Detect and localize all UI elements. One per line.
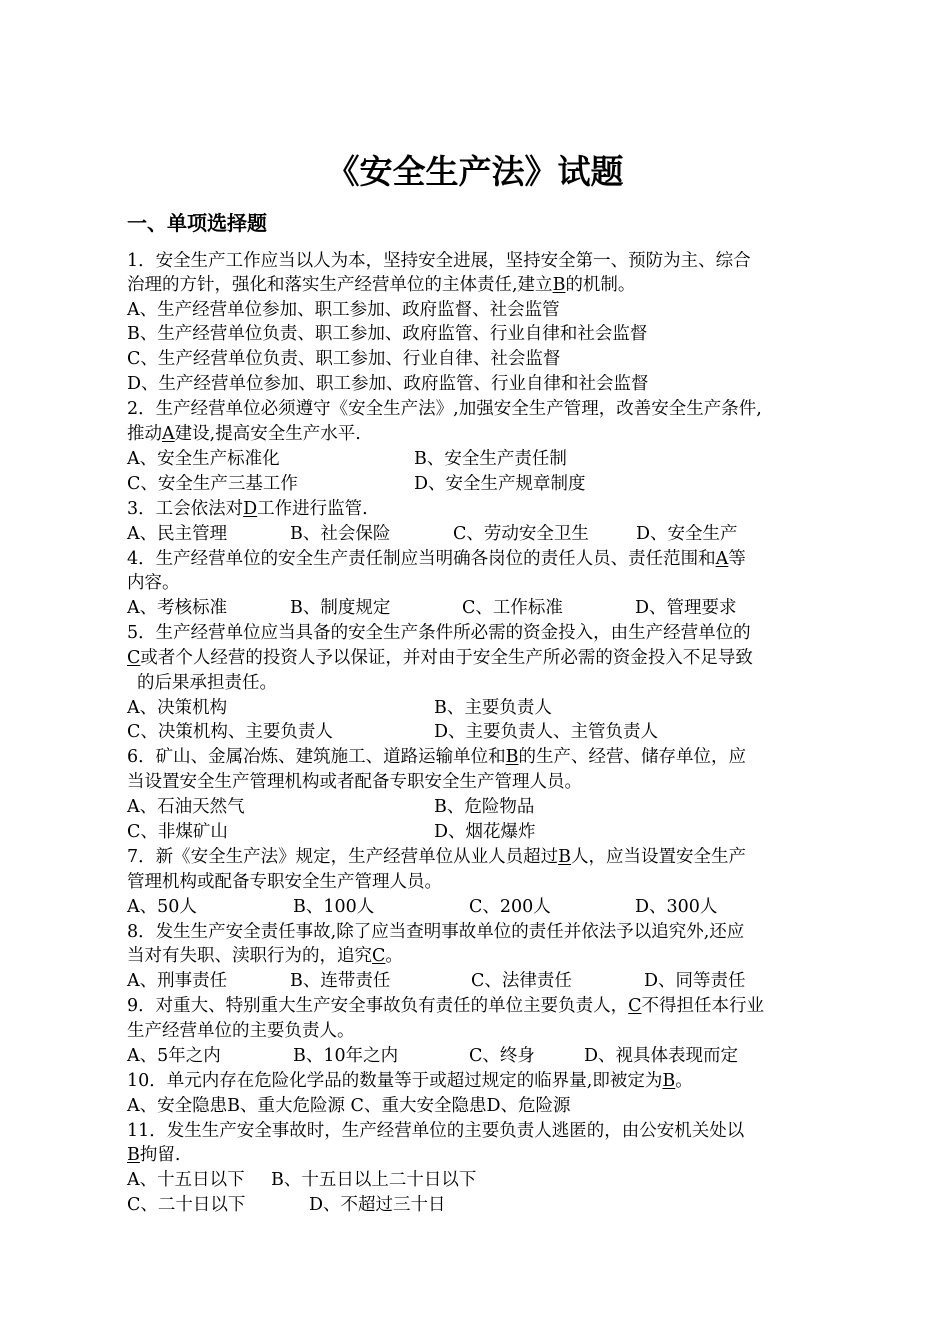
q1-text: 治理的方针，强化和落实生产经营单位的主体责任,建立: [127, 275, 553, 295]
q5-option-a: A、决策机构: [127, 698, 228, 718]
q7-text-line: 管理机构或配备专职安全生产管理人员。: [127, 872, 442, 892]
q4-text: 等: [728, 549, 746, 569]
q2-answer: A: [162, 424, 175, 444]
q3-text: 3．工会依法对: [127, 499, 244, 519]
q1-option-c: C、生产经营单位负责、职工参加、行业自律、社会监督: [127, 349, 561, 369]
q6-text: 6．矿山、金属冶炼、建筑施工、道路运输单位和: [127, 747, 506, 767]
q9-option-d: D、视具体表现而定: [584, 1046, 739, 1066]
q6-text-line: [127, 745, 746, 769]
q1-option-d: D、生产经营单位参加、职工参加、政府监管、行业自律和社会监督: [127, 374, 649, 394]
q2-text: 建设,提高安全生产水平.: [174, 424, 361, 444]
q5-text-line: 的后果承担责任。: [137, 673, 277, 693]
q3-option-c: C、劳动安全卫生: [453, 524, 589, 544]
q6-option-d: D、烟花爆炸: [434, 822, 536, 842]
q5-option-c: C、决策机构、主要负责人: [127, 722, 333, 742]
q7-option-d: D、300人: [635, 897, 718, 917]
q3-option-d: D、安全生产: [636, 524, 738, 544]
q11-text-line: 11．发生生产安全事故时，生产经营单位的主要负责人逃匿的，由公安机关处以: [127, 1121, 745, 1141]
q10-text-line: [127, 1069, 693, 1093]
q5-text: 或者个人经营的投资人予以保证，并对由于安全生产所必需的资金投入不足导致: [140, 648, 753, 668]
q4-text-line: 内容。: [127, 573, 180, 593]
q9-text: 不得担任本行业: [641, 996, 765, 1016]
q6-option-a: A、石油天然气: [127, 797, 245, 817]
q5-answer: C: [127, 648, 141, 668]
q4-option-d: D、管理要求: [635, 598, 737, 618]
q6-option-b: B、危险物品: [434, 797, 535, 817]
q4-answer: A: [715, 549, 729, 569]
q6-answer: B: [505, 747, 519, 767]
q6-text-line: 当设置安全生产管理机构或者配备专职安全生产管理人员。: [127, 772, 582, 792]
q2-option-b: B、安全生产责任制: [414, 449, 567, 469]
q3-answer: D: [243, 499, 258, 519]
q2-text: 推动: [127, 424, 162, 444]
q4-option-b: B、制度规定: [290, 598, 391, 618]
q4-text: 4．生产经营单位的安全生产责任制应当明确各岗位的责任人员、责任范围和: [127, 549, 716, 569]
q9-text-line: 生产经营单位的主要负责人。: [127, 1021, 355, 1041]
q2-option-c: C、安全生产三基工作: [127, 474, 298, 494]
q8-option-b: B、连带责任: [290, 971, 391, 991]
q10-options-line: A、安全隐患B、重大危险源 C、重大安全隐患D、危险源: [127, 1096, 571, 1116]
q11-option-a: A、十五日以下: [127, 1170, 245, 1190]
q8-answer: C: [372, 946, 386, 966]
q9-text: 9．对重大、特别重大生产安全事故负有责任的单位主要负责人，: [127, 996, 629, 1016]
q8-text-line: [127, 944, 403, 968]
q10-answer: B: [662, 1071, 676, 1091]
q3-option-a: A、民主管理: [127, 524, 228, 544]
q10-text: 。: [675, 1071, 693, 1091]
q5-option-b: B、主要负责人: [434, 698, 552, 718]
q7-option-a: A、50人: [127, 897, 197, 917]
q7-text-line: [127, 845, 746, 869]
q5-text-line: [127, 646, 753, 670]
q2-text-line: 2．生产经营单位必须遵守《安全生产法》,加强安全生产管理，改善安全生产条件,: [127, 399, 762, 419]
q1-option-a: A、生产经营单位参加、职工参加、政府监督、社会监管: [127, 300, 560, 320]
q8-option-d: D、同等责任: [644, 971, 746, 991]
q4-option-c: C、工作标准: [462, 598, 563, 618]
q1-text-line: [127, 273, 635, 297]
q1-answer: B: [552, 275, 566, 295]
q9-text-line: [127, 994, 764, 1018]
q9-answer: C: [628, 996, 642, 1016]
q11-option-c: C、二十日以下: [127, 1195, 246, 1215]
q8-text-line: 8．发生生产安全责任事故,除了应当查明事故单位的责任并依法予以追究外,还应: [127, 922, 745, 942]
q5-option-d: D、主要负责人、主管负责人: [434, 722, 659, 742]
q8-option-c: C、法律责任: [471, 971, 572, 991]
q3-option-b: B、社会保险: [290, 524, 391, 544]
q2-option-d: D、安全生产规章制度: [414, 474, 586, 494]
q11-text: 拘留.: [139, 1145, 181, 1165]
q7-answer: B: [558, 847, 572, 867]
q1-text-line: 1．安全生产工作应当以人为本，坚持安全进展，坚持安全第一、预防为主、综合: [127, 251, 751, 271]
q8-option-a: A、刑事责任: [127, 971, 228, 991]
q11-answer: B: [127, 1145, 140, 1165]
q10-text: 10．单元内存在危险化学品的数量等于或超过规定的临界量,即被定为: [127, 1071, 663, 1091]
q7-option-c: C、200人: [469, 897, 551, 917]
q1-text: 的机制。: [565, 275, 636, 295]
q11-option-b: B、十五日以上二十日以下: [271, 1170, 477, 1190]
q9-option-a: A、5年之内: [127, 1046, 221, 1066]
q6-option-c: C、非煤矿山: [127, 822, 228, 842]
q11-text-line: [127, 1143, 180, 1167]
q8-text: 当对有失职、渎职行为的，追究: [127, 946, 372, 966]
q5-text-line: 5．生产经营单位应当具备的安全生产条件所必需的资金投入，由生产经营单位的: [127, 623, 751, 643]
q4-option-a: A、考核标准: [127, 598, 228, 618]
q4-text-line: [127, 547, 746, 571]
q3-text: 工作进行监管.: [257, 499, 368, 519]
q7-text: 人，应当设置安全生产: [571, 847, 747, 867]
q8-text: 。: [385, 946, 403, 966]
q7-text: 7．新《安全生产法》规定，生产经营单位从业人员超过: [127, 847, 559, 867]
q9-option-c: C、终身: [469, 1046, 535, 1066]
document-title: 《安全生产法》试题: [326, 152, 624, 191]
q7-option-b: B、100人: [293, 897, 375, 917]
q11-option-d: D、不超过三十日: [309, 1195, 446, 1215]
q2-option-a: A、安全生产标准化: [127, 449, 280, 469]
q1-option-b: B、生产经营单位负责、职工参加、政府监管、行业自律和社会监督: [127, 324, 648, 344]
q9-option-b: B、10年之内: [293, 1046, 399, 1066]
q2-text-line: [127, 422, 361, 446]
q6-text: 的生产、经营、储存单位，应: [518, 747, 747, 767]
q3-text-line: [127, 497, 368, 521]
section-heading: 一、单项选择题: [127, 211, 267, 235]
